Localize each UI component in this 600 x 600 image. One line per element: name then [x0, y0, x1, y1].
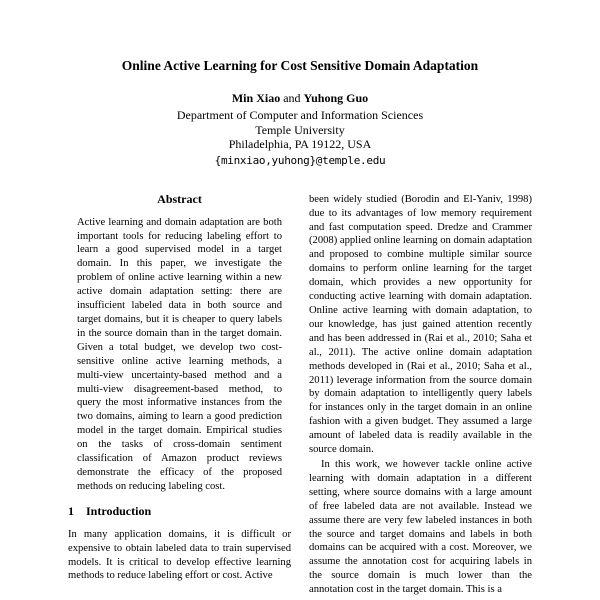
paper-title: Online Active Learning for Cost Sensitive Domain Adaptation [121, 58, 479, 73]
author-separator: and [280, 90, 304, 105]
section-1-heading [68, 505, 291, 519]
author-line [0, 91, 600, 106]
abstract-text: Active learning and domain adaptation are both important tools for reducing labeling effort to learn a good supervised model in a target domain. In this paper, we investigate the problem of online active learning within a new active domain adaptation setting: there are insufficient labeled data in both source and target domains, but it is cheaper to query labels in the source domain than in the target domain. Given a total budget, we develop two cost-sensitive online active learning methods, a multi-view uncertainty-based method and a multi-view disagreement-based method, to query the most informative instances from the two domains, aiming to learn a good prediction model in the target domain. Empirical studies on the tasks of cross-domain sentiment classification of Amazon product reviews demonstrate the efficacy of the proposed methods on reducing labeling cost. [77, 216, 282, 492]
section-1-number: 1 [68, 503, 74, 518]
right-column-paragraph-1: been widely studied (Borodin and El-Yaniv, 1998) due to its advantages of low memory requirement and fast computation speed. Dredze and Crammer (2008) applied online learning on domain adaptation and proposed to combine multiple similar source domains to perform online learning for the target domain, which provides a new opportunity for conducting active learning with domain adaptation. Online active learning with domain adaptation, to our knowledge, has just gained attention recently and has been addressed in (Rai et al., 2010; Saha et al., 2011). The active online domain adaptation methods developed in (Rai et al., 2010; Saha et al., 2011) leverage information from the source domain by domain adaptation to intelligently query labels for instances only in the target domain in an online fashion with a given budget. They assumed a large amount of labeled data is readily available in the source domain. [309, 193, 532, 456]
author-first: Min Xiao [231, 90, 281, 105]
right-column-paragraph-2: In this work, we however tackle online active learning with domain adaptation in a different setting, where source domains with a large amount of free labeled data are not available. Instead we assume there are very few labeled instances in both the source and target domains and labels in both domains can be acquired with a cost. Moreover, we assume the annotation cost for acquiring labels in the source domain is much lower than the annotation cost in the target domain. This is a [309, 458, 532, 596]
abstract-heading: Abstract [157, 191, 202, 206]
affiliation-department: Department of Computer and Information Sciences [176, 107, 424, 122]
affiliation-university: Temple University [255, 122, 345, 137]
author-email: {minxiao,yuhong}@temple.edu [214, 153, 386, 167]
introduction-paragraph: In many application domains, it is difficult or expensive to obtain labeled data to train supervised models. It is critical to develop effective learning methods to reduce labeling effort or cost. Active [68, 528, 291, 582]
two-column-body [0, 193, 600, 597]
author-second: Yuhong Guo [303, 90, 369, 105]
left-column [68, 193, 291, 597]
right-column [309, 193, 532, 597]
affiliation-address: Philadelphia, PA 19122, USA [228, 137, 372, 152]
section-1-title: Introduction [86, 503, 152, 518]
